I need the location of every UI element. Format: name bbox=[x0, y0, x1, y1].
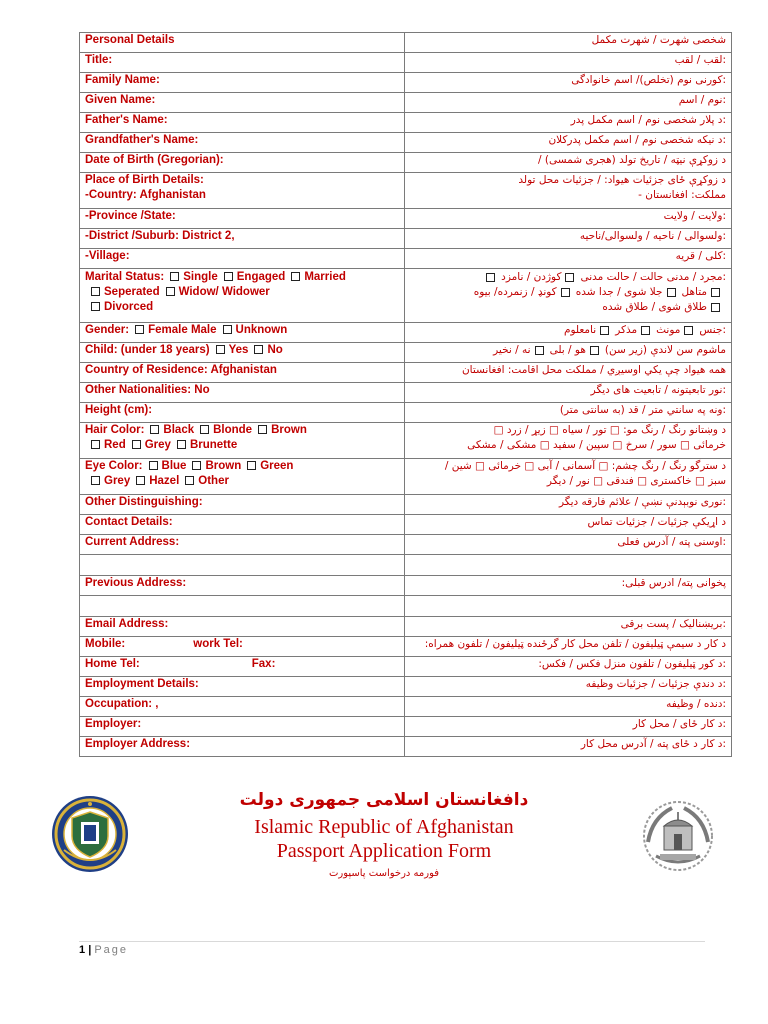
eye-color-label: Eye Color: bbox=[85, 460, 143, 472]
field-label-fa: شخصی شهرت / شهرت مکمل bbox=[405, 33, 732, 53]
checkbox-blonde[interactable] bbox=[200, 425, 209, 434]
field-label-en: Current Address: bbox=[80, 535, 405, 555]
option-label-fa: مذکر bbox=[615, 324, 638, 336]
home-tel-cell bbox=[80, 657, 405, 677]
checkbox-married[interactable] bbox=[291, 272, 300, 281]
checkbox-fa[interactable] bbox=[535, 346, 544, 355]
checkbox-fa[interactable] bbox=[590, 346, 599, 355]
form-row-empty bbox=[80, 596, 732, 617]
checkbox-female[interactable] bbox=[135, 325, 144, 334]
checkbox-fa[interactable] bbox=[684, 326, 693, 335]
checkbox-fa[interactable] bbox=[711, 288, 720, 297]
option-label: Brunette bbox=[189, 439, 238, 451]
marital-status-cell bbox=[80, 269, 405, 323]
option-label: Brown bbox=[271, 424, 307, 436]
checkbox-fa[interactable] bbox=[641, 326, 650, 335]
hair-color-cell-fa bbox=[405, 423, 732, 459]
field-label-fa: همه هیواد چې یکي اوسیږي / مملکت محل اقامت: افغانستان bbox=[405, 363, 732, 383]
field-label-en: Previous Address: bbox=[80, 576, 405, 596]
form-row bbox=[80, 93, 732, 113]
eye-color-fa-line: د سترگو رنگ / رنگ چشم: □ آسمانی / آبی □ خرمائی □ شین / bbox=[444, 460, 726, 472]
form-row bbox=[80, 343, 732, 363]
field-label-en: Title: bbox=[80, 53, 405, 73]
marital-status-cell-fa bbox=[405, 269, 732, 323]
checkbox-hazel[interactable] bbox=[136, 476, 145, 485]
field-label-fa: :لقب / لقب bbox=[405, 53, 732, 73]
form-row bbox=[80, 73, 732, 93]
child-cell bbox=[80, 343, 405, 363]
form-row bbox=[80, 495, 732, 515]
marital-label-fa: :مجرد / مدنی حالت / حالت مدنی bbox=[580, 271, 726, 283]
checkbox-no[interactable] bbox=[254, 345, 263, 354]
home-tel-label: Home Tel: bbox=[85, 658, 140, 670]
option-label-fa: کوژدن / نامزد bbox=[501, 271, 562, 283]
field-label-fa: :د کار ځای / محل کار bbox=[405, 717, 732, 737]
checkbox-engaged[interactable] bbox=[224, 272, 233, 281]
checkbox-fa[interactable] bbox=[561, 288, 570, 297]
form-row bbox=[80, 576, 732, 596]
field-label-en: Other Distinguishing: bbox=[80, 495, 405, 515]
checkbox-blue[interactable] bbox=[149, 461, 158, 470]
checkbox-single[interactable] bbox=[170, 272, 179, 281]
field-label-fa: :ونه په سانتي متر / قد (به سانتی متر) bbox=[405, 403, 732, 423]
field-label-fa: :کورنی نوم (تخلص)/ اسم خانوادگی bbox=[405, 73, 732, 93]
gender-cell-fa bbox=[405, 323, 732, 343]
option-label: Black bbox=[163, 424, 195, 436]
option-label: Married bbox=[304, 271, 346, 283]
checkbox-green[interactable] bbox=[247, 461, 256, 470]
option-label: Seperated bbox=[104, 286, 160, 298]
empty-cell[interactable] bbox=[405, 596, 732, 617]
checkbox-brown[interactable] bbox=[192, 461, 201, 470]
field-label-en: Employer: bbox=[80, 717, 405, 737]
mobile-cell bbox=[80, 637, 405, 657]
gender-cell bbox=[80, 323, 405, 343]
field-label-fa: :نور تابعیتونه / تابعیت های دیگر bbox=[405, 383, 732, 403]
hair-color-cell bbox=[80, 423, 405, 459]
option-label: Hazel bbox=[149, 475, 180, 487]
field-label-en: Contact Details: bbox=[80, 515, 405, 535]
form-row bbox=[80, 677, 732, 697]
checkbox-fa[interactable] bbox=[600, 326, 609, 335]
option-label: Grey bbox=[144, 439, 171, 451]
option-label: Other bbox=[198, 475, 229, 487]
option-label: Blonde bbox=[213, 424, 253, 436]
option-label-fa: متاهل bbox=[681, 286, 707, 298]
checkbox-other[interactable] bbox=[185, 476, 194, 485]
marital-status-label: Marital Status: bbox=[85, 271, 165, 283]
field-label-en: Place of Birth Details: bbox=[85, 174, 204, 186]
form-row bbox=[80, 363, 732, 383]
work-tel-label: work Tel: bbox=[193, 638, 243, 650]
child-label-fa: ماشوم سن لاندې (زیر سن) bbox=[604, 344, 726, 356]
field-label-fa: :د پلار شخصی نوم / اسم مکمل پدر bbox=[405, 113, 732, 133]
option-label: Male bbox=[190, 324, 217, 336]
field-label-fa: :د کار د ځای پته / آدرس محل کار bbox=[405, 737, 732, 757]
form-row bbox=[80, 535, 732, 555]
title-form-name: Passport Application Form bbox=[276, 840, 492, 862]
option-label: No bbox=[267, 344, 283, 356]
field-label-en: Height (cm): bbox=[80, 403, 405, 423]
form-row bbox=[80, 717, 732, 737]
form-row bbox=[80, 173, 732, 209]
form-title-block bbox=[0, 790, 768, 900]
form-row bbox=[80, 459, 732, 495]
form-row bbox=[80, 403, 732, 423]
form-row bbox=[80, 269, 732, 323]
field-label-fa: :ولایت / ولایت bbox=[405, 209, 732, 229]
place-of-birth-cell-fa bbox=[405, 173, 732, 209]
form-row bbox=[80, 323, 732, 343]
form-row bbox=[80, 737, 732, 757]
checkbox-fa[interactable] bbox=[711, 303, 720, 312]
hair-color-fa-line: خرمائی □ سور / سرخ □ سپین / سفید □ مشکی / مشکی bbox=[467, 439, 726, 451]
option-label: Yes bbox=[228, 344, 249, 356]
form-row bbox=[80, 53, 732, 73]
form-row bbox=[80, 383, 732, 403]
field-label-en: Email Address: bbox=[80, 617, 405, 637]
option-label-fa: طلاق شوی / طلاق شده bbox=[602, 301, 707, 313]
form-row bbox=[80, 33, 732, 53]
empty-cell[interactable] bbox=[80, 555, 405, 576]
field-label-fa: پخوانی پته/ ادرس قبلی: bbox=[405, 576, 732, 596]
checkbox-separated[interactable] bbox=[91, 287, 100, 296]
page-number bbox=[79, 944, 128, 956]
form-row bbox=[80, 697, 732, 717]
fax-label: Fax: bbox=[251, 658, 276, 670]
form-row bbox=[80, 209, 732, 229]
hair-color-fa-line: د وښتانو رنگ / رنگ مو: □ تور / سیاه □ زیړ / زرد □ bbox=[493, 424, 726, 436]
form-row bbox=[80, 133, 732, 153]
checkbox-brown[interactable] bbox=[258, 425, 267, 434]
subtitle-persian: فورمه درخواست پاسپورت bbox=[328, 868, 440, 879]
eye-color-fa-line: سبز □ خاکستری □ فندقی □ نور / دیگر bbox=[546, 475, 726, 487]
field-label-en: -Village: bbox=[80, 249, 405, 269]
footer-divider bbox=[79, 941, 705, 942]
form-row-empty bbox=[80, 555, 732, 576]
gender-label-fa: :جنس bbox=[699, 324, 726, 336]
form-row bbox=[80, 153, 732, 173]
field-label-fa: :د دندې جزئیات / جزئیات وظیفه bbox=[405, 677, 732, 697]
field-label-en: Personal Details bbox=[80, 33, 405, 53]
form-row bbox=[80, 657, 732, 677]
form-row bbox=[80, 637, 732, 657]
field-label-en: Date of Birth (Gregorian): bbox=[80, 153, 405, 173]
form-row bbox=[80, 229, 732, 249]
gender-label: Gender: bbox=[85, 324, 130, 336]
form-row bbox=[80, 113, 732, 133]
field-label-fa: :نوری نوبېدنې نښې / علائم فارقه دیگر bbox=[405, 495, 732, 515]
field-label-fa: د زوکړې ځای جزئیات هیواد: / جزئیات محل تولد bbox=[518, 174, 726, 186]
checkbox-widow[interactable] bbox=[166, 287, 175, 296]
option-label: Blue bbox=[161, 460, 187, 472]
option-label-fa: نامعلوم bbox=[563, 324, 597, 336]
field-label-fa: :اوسنی پته / آدرس فعلی bbox=[405, 535, 732, 555]
field-label-en: Family Name: bbox=[80, 73, 405, 93]
option-label-fa: مونث bbox=[656, 324, 681, 336]
field-label-fa: :د کور ټیلیفون / تلفون منزل فکس / فکس: bbox=[405, 657, 732, 677]
field-label-fa: :ولسوالی / ناحیه / ولسوالی/ناحیه bbox=[405, 229, 732, 249]
page-separator: | bbox=[88, 944, 92, 956]
checkbox-divorced[interactable] bbox=[91, 302, 100, 311]
option-label: Divorced bbox=[104, 301, 154, 313]
option-label: Widow/ Widower bbox=[178, 286, 270, 298]
field-label-en: Given Name: bbox=[80, 93, 405, 113]
title-persian: دافغانستان اسلامی جمهوری دولت bbox=[239, 790, 529, 810]
field-label-fa: :د نیکه شخصی نوم / اسم مکمل پدرکلان bbox=[405, 133, 732, 153]
child-cell-fa bbox=[405, 343, 732, 363]
hair-color-label: Hair Color: bbox=[85, 424, 145, 436]
form-row bbox=[80, 515, 732, 535]
option-label: Brown bbox=[205, 460, 242, 472]
empty-cell[interactable] bbox=[405, 555, 732, 576]
checkbox-yes[interactable] bbox=[216, 345, 225, 354]
field-label-en: -Province /State: bbox=[80, 209, 405, 229]
field-label-en: Grandfather's Name: bbox=[80, 133, 405, 153]
field-value-en: -Country: Afghanistan bbox=[85, 189, 206, 201]
eye-color-cell bbox=[80, 459, 405, 495]
field-label-en: Occupation: , bbox=[80, 697, 405, 717]
place-of-birth-cell bbox=[80, 173, 405, 209]
eye-color-cell-fa bbox=[405, 459, 732, 495]
checkbox-unknown[interactable] bbox=[223, 325, 232, 334]
checkbox-black[interactable] bbox=[150, 425, 159, 434]
child-label: Child: (under 18 years) bbox=[85, 344, 210, 356]
checkbox-red[interactable] bbox=[91, 440, 100, 449]
checkbox-grey[interactable] bbox=[132, 440, 141, 449]
page-number-value: 1 bbox=[79, 944, 86, 956]
field-label-fa: د اړیکې جزئیات / جزئیات تماس bbox=[405, 515, 732, 535]
field-label-en: Employment Details: bbox=[80, 677, 405, 697]
empty-cell[interactable] bbox=[80, 596, 405, 617]
checkbox-grey[interactable] bbox=[91, 476, 100, 485]
field-label-en: -District /Suburb: District 2, bbox=[80, 229, 405, 249]
checkbox-fa[interactable] bbox=[486, 273, 495, 282]
option-label: Green bbox=[260, 460, 294, 472]
option-label-fa: کونډ / زنمرده/ بیوه bbox=[473, 286, 557, 298]
field-label-fa: :بریښنالیک / پست برقی bbox=[405, 617, 732, 637]
page-label: Page bbox=[94, 944, 129, 956]
option-label: Engaged bbox=[236, 271, 286, 283]
passport-form-table bbox=[79, 32, 732, 757]
field-label-fa: :دنده / وظیفه bbox=[405, 697, 732, 717]
field-label-en: Country of Residence: Afghanistan bbox=[80, 363, 405, 383]
field-label-fa: :کلی / قریه bbox=[405, 249, 732, 269]
option-label: Unknown bbox=[235, 324, 288, 336]
field-value-fa: مملکت: افغانستان - bbox=[638, 189, 726, 201]
title-country: Islamic Republic of Afghanistan bbox=[254, 816, 514, 838]
field-label-fa: :نوم / اسم bbox=[405, 93, 732, 113]
field-label-fa: د کار د سیمې ټیلیفون / تلفن محل کار گرځنده ټیلیفون / تلفون همراه: bbox=[405, 637, 732, 657]
option-label-fa: جلا شوی / جدا شده bbox=[575, 286, 663, 298]
field-label-en: Father's Name: bbox=[80, 113, 405, 133]
option-label-fa: هو / بلی bbox=[549, 344, 586, 356]
form-row bbox=[80, 423, 732, 459]
option-label: Grey bbox=[104, 475, 131, 487]
checkbox-brunette[interactable] bbox=[177, 440, 186, 449]
field-label-fa: د زوکړې نیټه / تاریخ تولد (هجری شمسی) / bbox=[405, 153, 732, 173]
form-row bbox=[80, 617, 732, 637]
option-label: Female bbox=[148, 324, 188, 336]
checkbox-fa[interactable] bbox=[565, 273, 574, 282]
checkbox-fa[interactable] bbox=[667, 288, 676, 297]
option-label-fa: نه / نخیر bbox=[493, 344, 531, 356]
field-label-en: Other Nationalities: No bbox=[80, 383, 405, 403]
option-label: Single bbox=[183, 271, 218, 283]
option-label: Red bbox=[104, 439, 126, 451]
mobile-label: Mobile: bbox=[85, 638, 126, 650]
field-label-en: Employer Address: bbox=[80, 737, 405, 757]
form-row bbox=[80, 249, 732, 269]
